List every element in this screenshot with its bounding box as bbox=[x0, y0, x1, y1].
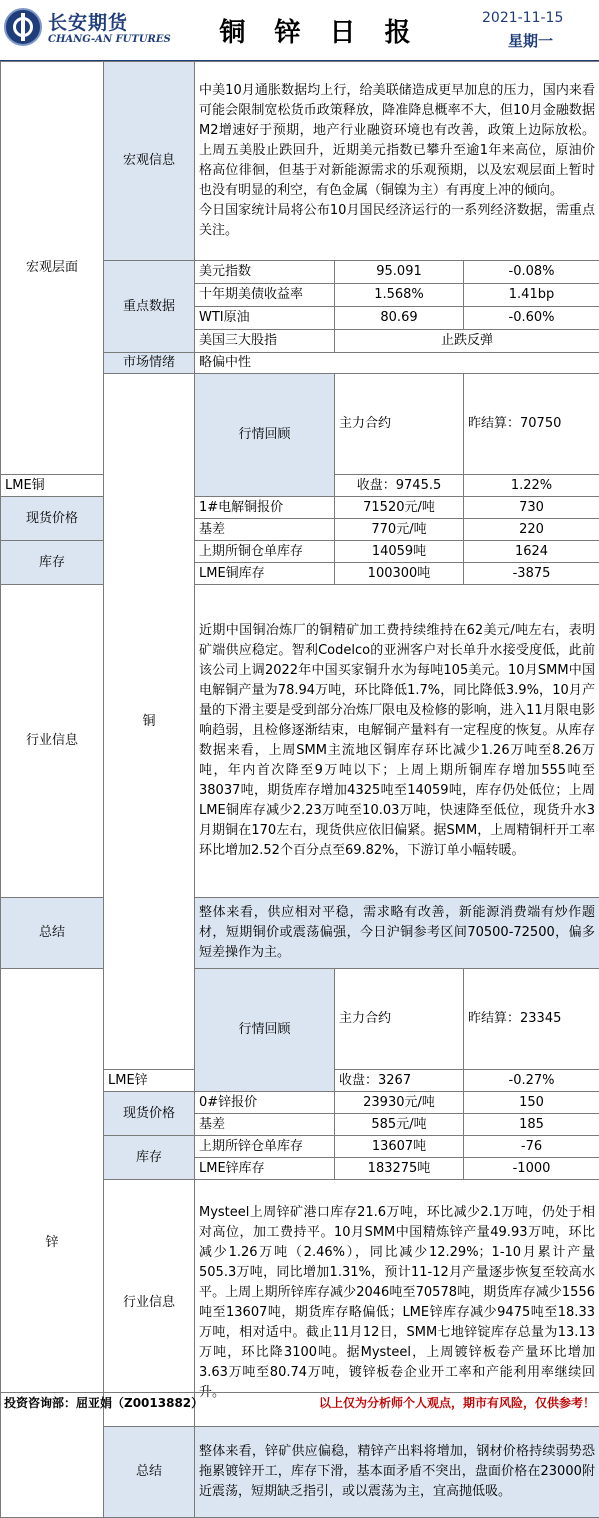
zinc-spot-change: 150 bbox=[464, 1092, 599, 1114]
key-data-change: -0.08% bbox=[464, 261, 599, 284]
copper-stock-change: 1624 bbox=[464, 541, 599, 563]
copper-spot-name: 1#电解铜报价 bbox=[195, 497, 335, 519]
section-zinc: 锌 bbox=[1, 969, 104, 1518]
key-data-value: 1.568% bbox=[335, 284, 464, 307]
macro-info-text: 中美10月通胀数据均上行，给美联储造成更早加息的压力，国内来看可能会限制宽松货币政策释放，降准降息概率不大，但10月金融数据M2增速好于预期，地产行业融资环境也有改善，政策上边际放松。上周五美股止跌回升，近期美元指数已攀升至逾1年来高位，原油价格高位徘徊，但基于对新能源需求的乐观预期，以及宏观层面上暂时也没有明显的利空，有色金属（铜镍为主）有再度上冲的倾向。 今日国家统计局将公布10月国民经济运行的一系列经济数据，需重点关注。 bbox=[195, 62, 599, 261]
copper-market-value: 昨结算：70750 bbox=[464, 374, 599, 475]
report-title: 铜 锌 日 报 bbox=[200, 12, 440, 49]
zinc-market-name: LME锌 bbox=[104, 1070, 195, 1092]
key-data-name: WTI原油 bbox=[195, 307, 335, 330]
copper-spot-value: 71520元/吨 bbox=[335, 497, 464, 519]
key-data-name: 美国三大股指 bbox=[195, 330, 335, 353]
sentiment-label: 市场情绪 bbox=[104, 353, 195, 374]
copper-summary-label: 总结 bbox=[1, 898, 104, 969]
company-logo bbox=[4, 6, 164, 52]
logo-name-en: CHANG-AN FUTURES bbox=[48, 34, 171, 45]
copper-summary-text: 整体来看，供应相对平稳，需求略有改善，新能源消费端有炒作题材，短期铜价或震荡偏强，今日沪铜参考区间70500-72500，偏多短差操作为主。 bbox=[195, 898, 599, 969]
copper-spot-label: 现货价格 bbox=[1, 497, 104, 541]
zinc-spot-name: 基差 bbox=[195, 1114, 335, 1136]
copper-spot-change: 220 bbox=[464, 519, 599, 541]
copper-stock-label: 库存 bbox=[1, 541, 104, 585]
zinc-industry-text: Mysteel上周锌矿港口库存21.6万吨，环比减少2.1万吨，仍处于相对高位，加工费持平。10月SMM中国精炼锌产量49.93万吨，环比减少1.26万吨（2.46%），同比减少12.29%；1-10月累计产量505.3万吨，同比增加1.31%，预计11-12月产量逐步恢复至较高水平。上周上期所锌库存减少2046吨至70578吨，期货库存减少1556吨至13607吨，期货库存略偏低；LME锌库存减少9475吨至18.33万吨，相对适中。截止11月12日，SMM七地锌锭库存总量为13.13万吨，环比降3100吨。据Mysteel，上周镀锌板卷产量环比增加3.63万吨至80.74万吨，镀锌板卷企业开工率和产能利用率继续回升。 bbox=[195, 1180, 599, 1427]
copper-stock-value: 14059吨 bbox=[335, 541, 464, 563]
copper-market-change: 1.22% bbox=[464, 475, 599, 497]
zinc-stock-change: -1000 bbox=[464, 1158, 599, 1180]
copper-industry-text: 近期中国铜冶炼厂的铜精矿加工费持续维持在62美元/吨左右，表明矿端供应稳定。智利Codelco的亚洲客户对长单升水接受度低，此前该公司上调2022年中国买家铜升水为每吨105美元。10月SMM中国电解铜产量为78.94万吨，环比降低1.7%，同比降低3.9%，10月产量的下滑主要是受到部分冶炼厂限电及检修的影响，进入11月限电影响趋弱，且检修逐渐结束，电解铜产量料有一定程度的恢复。从库存数据来看，上周SMM主流地区铜库存环比减少1.26万吨至8.26万吨，年内首次降至9万吨以下；上周上期所铜库存增加555吨至38037吨，期货库存增加4325吨至14059吨，库存仍处低位；上周LME铜库存减少2.23万吨至10.03万吨，快速降至低位，现货升水3月期铜在170左右，现货供应依旧偏紧。据SMM，上周精铜杆开工率环比增加2.52个百分点至69.82%，下游订单小幅转暖。 bbox=[195, 585, 599, 898]
copper-spot-value: 770元/吨 bbox=[335, 519, 464, 541]
report-footer bbox=[0, 1392, 599, 1411]
copper-industry-row bbox=[1, 585, 599, 898]
footer-disclaimer: 以上仅为分析师个人观点，期市有风险，仅供参考！ bbox=[319, 1394, 595, 1411]
copper-stock-value: 100300吨 bbox=[335, 563, 464, 585]
logo-emblem-icon bbox=[4, 8, 42, 46]
report-table bbox=[0, 61, 599, 1518]
key-data-value: 80.69 bbox=[335, 307, 464, 330]
section-macro: 宏观层面 bbox=[1, 62, 104, 475]
zinc-stock-value: 183275吨 bbox=[335, 1158, 464, 1180]
copper-market-name: 主力合约 bbox=[335, 374, 464, 475]
zinc-summary-text: 整体来看，锌矿供应偏稳，精锌产出料将增加，钢材价格持续弱势恐拖累镀锌开工，库存下滑，基本面矛盾不突出，盘面价格在23000附近震荡，短期缺乏指引，或以震荡为主，宜高抛低吸。 bbox=[195, 1427, 599, 1518]
key-data-label: 重点数据 bbox=[104, 261, 195, 353]
copper-stock-name: LME铜库存 bbox=[195, 563, 335, 585]
copper-market-name: LME铜 bbox=[1, 475, 104, 497]
zinc-spot-value: 585元/吨 bbox=[335, 1114, 464, 1136]
zinc-stock-value: 13607吨 bbox=[335, 1136, 464, 1158]
zinc-market-change: -0.27% bbox=[464, 1070, 599, 1092]
key-data-change: -0.60% bbox=[464, 307, 599, 330]
zinc-stock-name: LME锌库存 bbox=[195, 1158, 335, 1180]
sentiment-value: 略偏中性 bbox=[195, 353, 599, 374]
zinc-industry-label: 行业信息 bbox=[104, 1180, 195, 1427]
zinc-stock-change: -76 bbox=[464, 1136, 599, 1158]
copper-summary-row bbox=[1, 898, 599, 969]
report-date: 2021-11-15 bbox=[482, 10, 563, 26]
zinc-market-value: 收盘：3267 bbox=[335, 1070, 464, 1092]
zinc-stock-name: 上期所锌仓单库存 bbox=[195, 1136, 335, 1158]
copper-spot-row bbox=[1, 497, 599, 519]
copper-stock-row bbox=[1, 541, 599, 563]
zinc-market-name: 主力合约 bbox=[335, 969, 464, 1070]
key-data-change: 1.41bp bbox=[464, 284, 599, 307]
zinc-stock-label: 库存 bbox=[104, 1136, 195, 1180]
copper-spot-change: 730 bbox=[464, 497, 599, 519]
zinc-spot-value: 23930元/吨 bbox=[335, 1092, 464, 1114]
copper-market-value: 收盘：9745.5 bbox=[335, 475, 464, 497]
key-data-name: 十年期美债收益率 bbox=[195, 284, 335, 307]
zinc-market-row bbox=[1, 969, 599, 1070]
zinc-market-value: 昨结算：23345 bbox=[464, 969, 599, 1070]
key-data-name: 美元指数 bbox=[195, 261, 335, 284]
copper-stock-name: 上期所铜仓单库存 bbox=[195, 541, 335, 563]
zinc-summary-label: 总结 bbox=[104, 1427, 195, 1518]
footer-consultant: 投资咨询部：屈亚娟（Z0013882） bbox=[4, 1394, 203, 1411]
key-data-value: 95.091 bbox=[335, 261, 464, 284]
copper-market-label: 行情回顾 bbox=[195, 374, 335, 497]
zinc-spot-name: 0#锌报价 bbox=[195, 1092, 335, 1114]
section-copper: 铜 bbox=[104, 374, 195, 1070]
key-data-value: 止跌反弹 bbox=[335, 330, 599, 353]
macro-info-row bbox=[1, 62, 599, 261]
zinc-spot-change: 185 bbox=[464, 1114, 599, 1136]
report-weekday: 星期一 bbox=[508, 30, 553, 51]
zinc-market-label: 行情回顾 bbox=[195, 969, 335, 1092]
copper-spot-name: 基差 bbox=[195, 519, 335, 541]
macro-info-label: 宏观信息 bbox=[104, 62, 195, 261]
logo-name-cn: 长安期货 bbox=[48, 8, 128, 35]
zinc-spot-label: 现货价格 bbox=[104, 1092, 195, 1136]
copper-industry-label: 行业信息 bbox=[1, 585, 104, 898]
copper-stock-change: -3875 bbox=[464, 563, 599, 585]
report-header bbox=[0, 0, 599, 62]
